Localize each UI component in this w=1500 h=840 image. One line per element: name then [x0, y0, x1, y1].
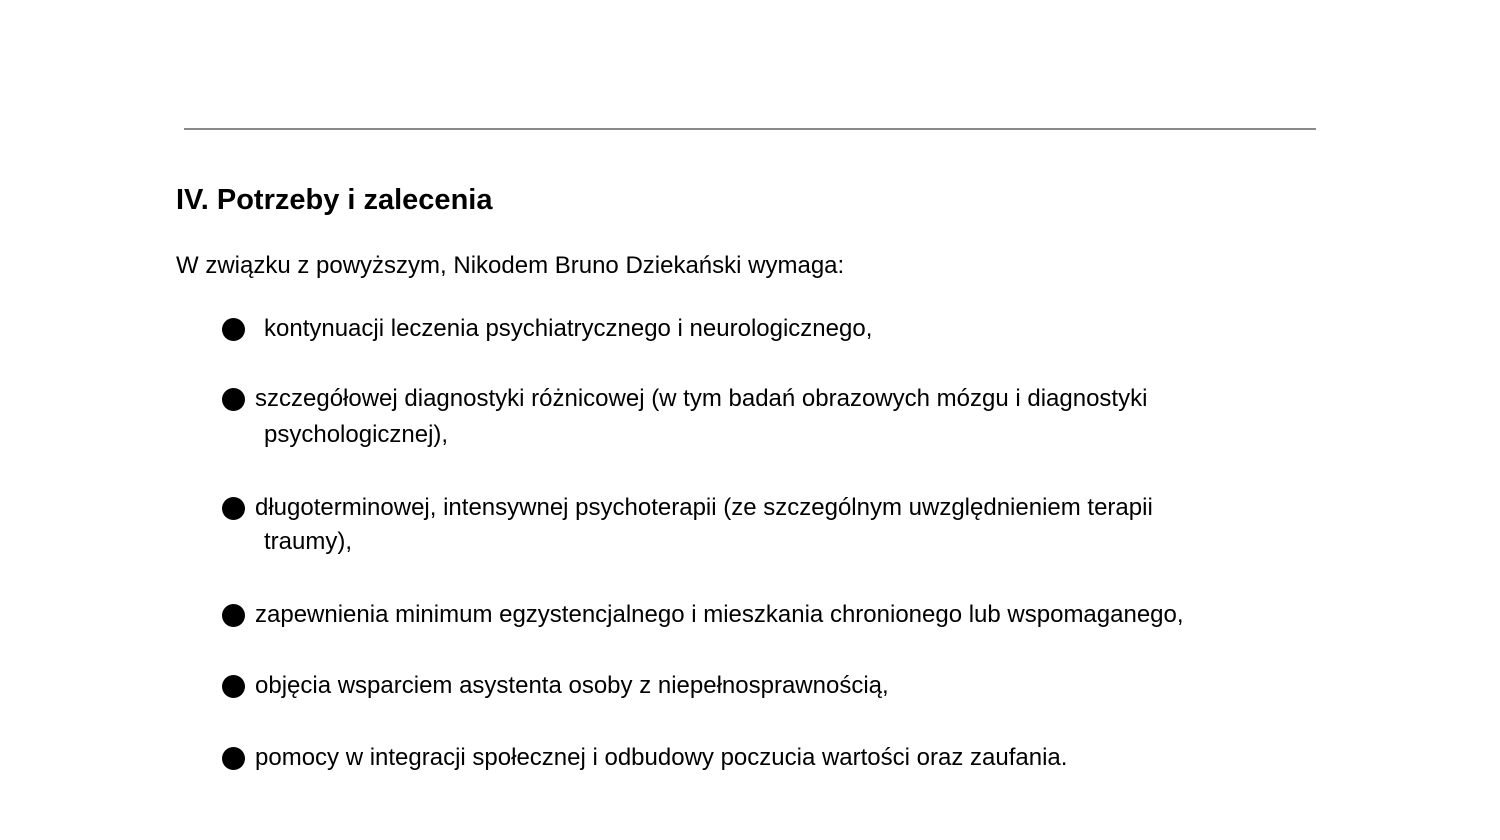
- list-item-text: objęcia wsparciem asystenta osoby z niepełnosprawnością,: [255, 672, 889, 699]
- bullet-icon: [222, 388, 245, 411]
- list-item-text: zapewnienia minimum egzystencjalnego i mieszkania chronionego lub wspomaganego,: [255, 601, 1184, 628]
- bullet-icon: [222, 497, 245, 520]
- intro-text: W związku z powyższym, Nikodem Bruno Dziekański wymaga:: [176, 252, 845, 279]
- bullet-icon: [222, 675, 245, 698]
- header-divider: [184, 128, 1316, 130]
- bullet-icon: [222, 318, 245, 341]
- section-heading: IV. Potrzeby i zalecenia: [176, 184, 493, 216]
- list-item-text: długoterminowej, intensywnej psychoterapii (ze szczególnym uwzględnieniem terapii: [255, 494, 1153, 521]
- list-item-text: pomocy w integracji społecznej i odbudowy poczucia wartości oraz zaufania.: [255, 744, 1068, 771]
- list-item-text-continuation: psychologicznej),: [264, 421, 449, 448]
- bullet-icon: [222, 604, 245, 627]
- list-item-text: szczegółowej diagnostyki różnicowej (w tym badań obrazowych mózgu i diagnostyki: [255, 385, 1148, 412]
- list-item-text: kontynuacji leczenia psychiatrycznego i neurologicznego,: [264, 315, 873, 342]
- bullet-icon: [222, 747, 245, 770]
- list-item-text-continuation: traumy),: [264, 528, 353, 555]
